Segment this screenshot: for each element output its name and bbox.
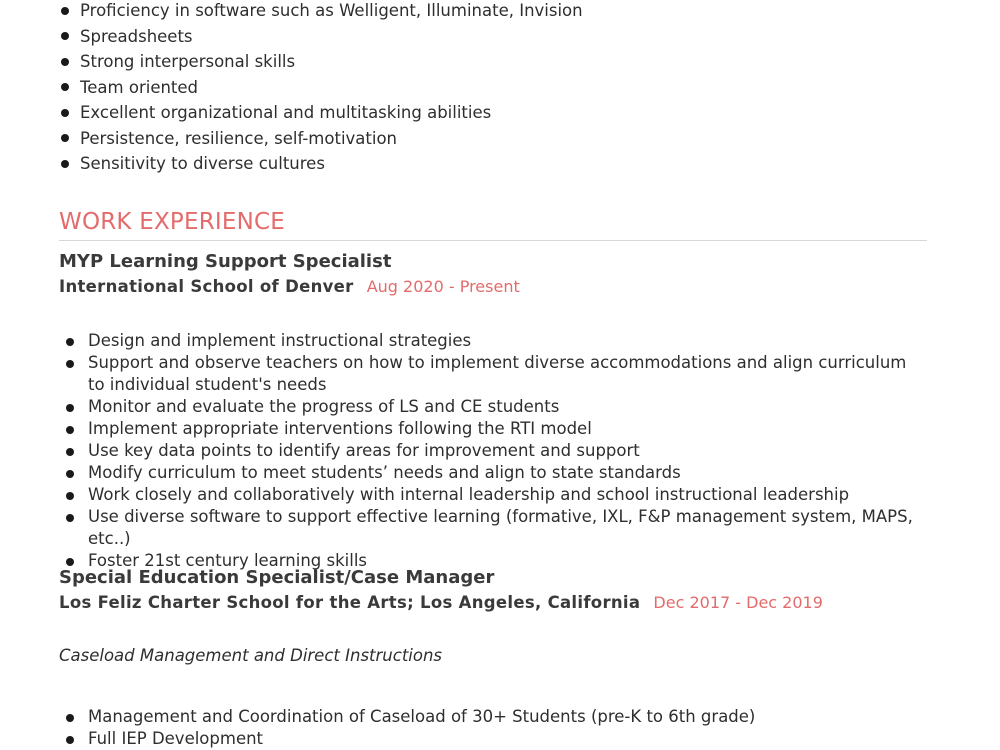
- skill-item: Sensitivity to diverse cultures: [0, 151, 900, 177]
- job-responsibilities-list: [0, 706, 920, 750]
- skills-list: [0, 0, 900, 177]
- job-title: MYP Learning Support Specialist: [59, 251, 392, 272]
- skill-item: Persistence, resilience, self-motivation: [0, 126, 900, 152]
- responsibility-item: Use diverse software to support effective learning (formative, IXL, F&P management system, MAPS, etc..): [0, 506, 920, 550]
- job-dates: Aug 2020 - Present: [366, 277, 520, 296]
- job-employer: Los Feliz Charter School for the Arts; Los Angeles, California: [59, 593, 641, 612]
- job-subheading: Caseload Management and Direct Instructions: [59, 646, 443, 665]
- skill-item: Excellent organizational and multitasking abilities: [0, 100, 900, 126]
- responsibility-item: Foster 21st century learning skills: [0, 550, 920, 572]
- job-employer: International School of Denver: [59, 277, 354, 296]
- skill-item: Strong interpersonal skills: [0, 49, 900, 75]
- skill-item: Proficiency in software such as Welligent, Illuminate, Invision: [0, 0, 900, 24]
- responsibility-item: Use key data points to identify areas for improvement and support: [0, 440, 920, 462]
- job-responsibilities-list: [0, 330, 920, 572]
- work-experience-heading: WORK EXPERIENCE: [59, 209, 286, 235]
- skill-item: Spreadsheets: [0, 24, 900, 50]
- job-title: Special Education Specialist/Case Manager: [59, 567, 495, 588]
- responsibility-item: Design and implement instructional strategies: [0, 330, 920, 352]
- responsibility-item: Full IEP Development: [0, 728, 920, 750]
- responsibility-item: Work closely and collaboratively with internal leadership and school instructional leadership: [0, 484, 920, 506]
- responsibility-item: Management and Coordination of Caseload of 30+ Students (pre-K to 6th grade): [0, 706, 920, 728]
- job-meta: [59, 276, 520, 298]
- skill-item: Team oriented: [0, 75, 900, 101]
- job-meta: [59, 592, 823, 614]
- job-dates: Dec 2017 - Dec 2019: [653, 593, 823, 612]
- responsibility-item: Modify curriculum to meet students’ needs and align to state standards: [0, 462, 920, 484]
- responsibility-item: Support and observe teachers on how to implement diverse accommodations and align curriculum to individual student's needs: [0, 352, 920, 396]
- responsibility-item: Monitor and evaluate the progress of LS and CE students: [0, 396, 920, 418]
- responsibility-item: Implement appropriate interventions following the RTI model: [0, 418, 920, 440]
- section-divider: [59, 240, 927, 241]
